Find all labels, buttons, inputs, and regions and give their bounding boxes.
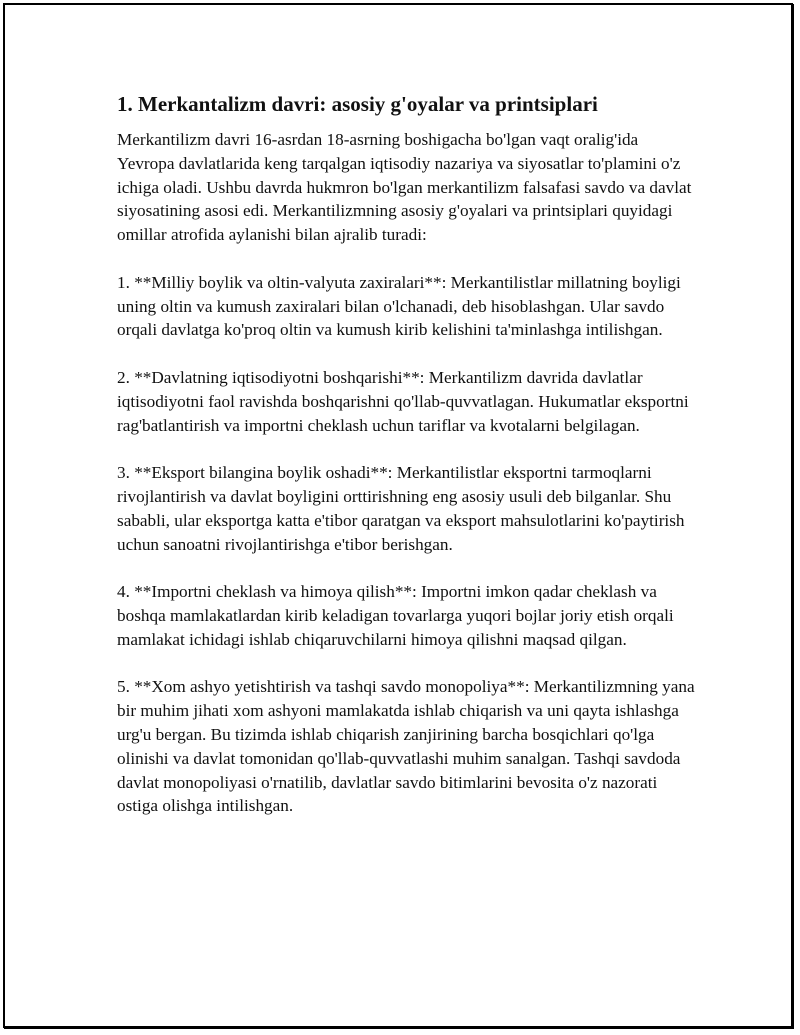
intro-paragraph: Merkantilizm davri 16-asrdan 18-asrning boshigacha bo'lgan vaqt oralig'ida Yevropa davlatlarida keng tarqalgan iqtisodiy nazariya va siyosatlar to'plamini o'z ichiga oladi. Ushbu davrda hukmron bo'lgan merkantilizm falsafasi savdo va davlat siyosatining asosi edi. Merkantilizmning asosiy g'oyalari va printsiplari quyidagi omillar atrofida aylanishi bilan ajralib turadi: (117, 130, 692, 245)
point-2-paragraph: 2. **Davlatning iqtisodiyotni boshqarishi**: Merkantilizm davrida davlatlar iqtisodiyotni faol ravishda boshqarishni qo'llab-quvvatlagan. Hukumatlar eksportni rag'batlantirish va importni cheklash uchun tariflar va kvotalarni belgilagan. (117, 367, 689, 435)
section-heading: 1. Merkantalizm davri: asosiy g'oyalar va printsiplari (117, 92, 598, 116)
point-1-paragraph: 1. **Milliy boylik va oltin-valyuta zaxiralari**: Merkantilistlar millatning boyligi uning oltin va kumush zaxiralari bilan o'lchanadi, deb hisoblashgan. Ular savdo orqali davlatga ko'proq oltin va kumush kirib kelishini ta'minlashga intilishgan. (117, 272, 681, 340)
document-body (117, 90, 697, 842)
point-3-paragraph: 3. **Eksport bilangina boylik oshadi**: Merkantilistlar eksportni tarmoqlarni rivojlantirish va davlat boyligini orttirishning eng asosiy usuli deb bilganlar. Shu sababli, ular eksportga katta e'tibor qaratgan va eksport mahsulotlarini ko'paytirish uchun sanoatni rivojlantirishga e'tibor berishgan. (117, 463, 685, 554)
point-5-paragraph: 5. **Xom ashyo yetishtirish va tashqi savdo monopoliya**: Merkantilizmning yana bir muhim jihati xom ashyoni mamlakatda ishlab chiqarish va uni qayta ishlashga urg'u bergan. Bu tizimda ishlab chiqarish zanjirining barcha bosqichlari qo'lga olinishi va davlat tomonidan qo'llab-quvvatlashi muhim sanalgan. Tashqi savdoda davlat monopoliyasi o'rnatilib, davlatlar savdo bitimlarini bevosita o'z nazorati ostiga olishga intilishgan. (117, 677, 695, 816)
point-4-paragraph: 4. **Importni cheklash va himoya qilish**: Importni imkon qadar cheklash va boshqa mamlakatlardan kirib keladigan tovarlarga yuqori bojlar joriy etish orqali mamlakat ichidagi ishlab chiqaruvchilarni himoya qilishni maqsad qilgan. (117, 582, 674, 649)
